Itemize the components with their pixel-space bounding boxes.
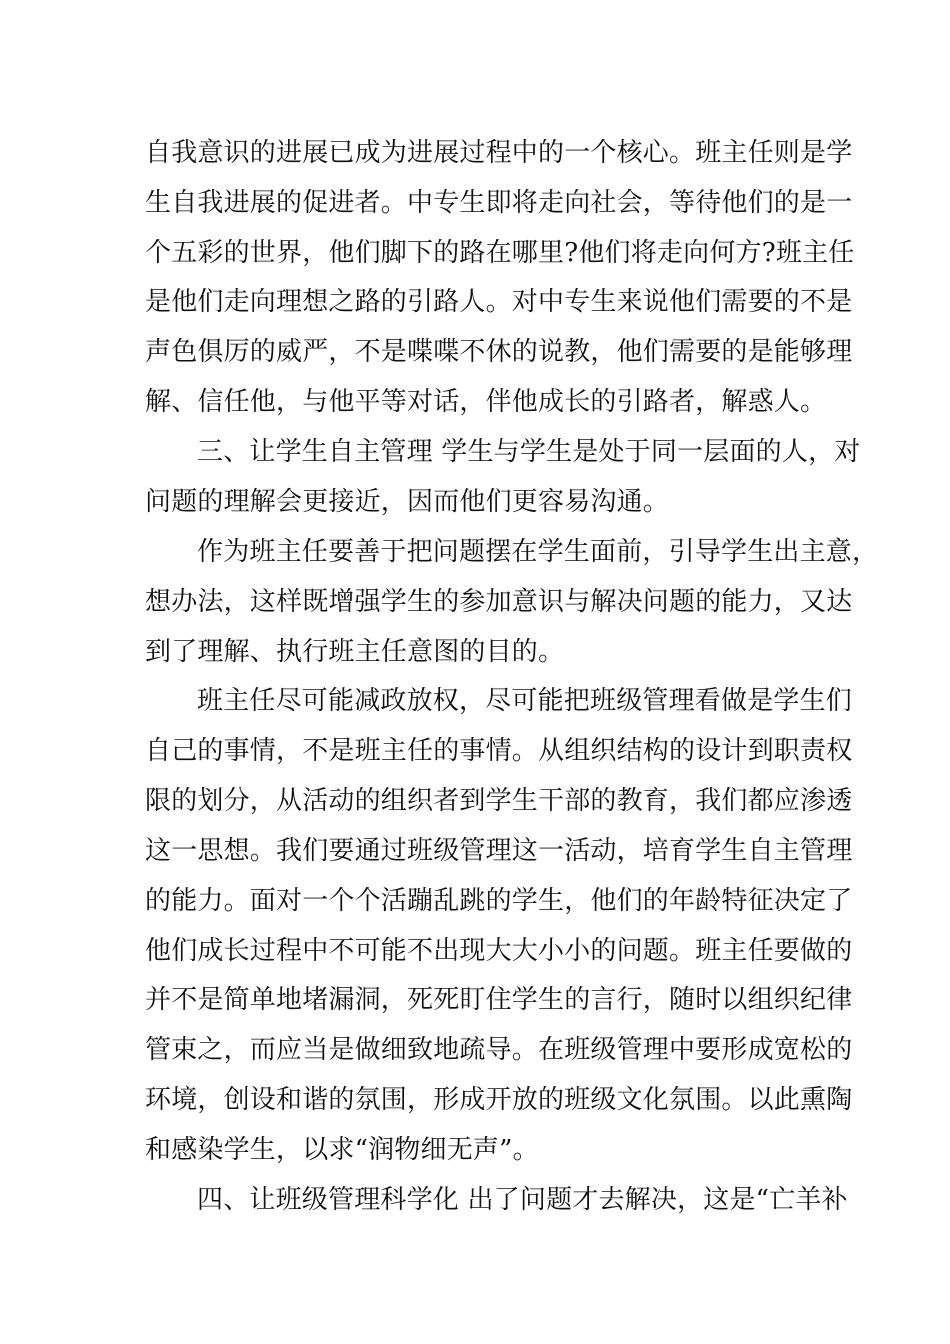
text-line: 个五彩的世界，他们脚下的路在哪里?他们将走向何方?班主任 (145, 238, 855, 268)
text-line: 这一思想。我们要通过班级管理这一活动，培育学生自主管理 (145, 836, 853, 866)
text-line: 声色俱厉的威严，不是喋喋不休的说教，他们需要的是能够理 (145, 337, 853, 367)
text-line: 生自我进展的促进者。中专生即将走向社会，等待他们的是一 (145, 188, 853, 218)
section-heading-line: 四、让班级管理科学化 出了问题才去解决，这是“亡羊补 (197, 1185, 848, 1215)
text-line: 到了理解、执行班主任意图的目的。 (145, 637, 565, 667)
text-line: 的能力。面对一个个活蹦乱跳的学生，他们的年龄特征决定了 (145, 886, 853, 916)
text-line: 管束之，而应当是做细致地疏导。在班级管理中要形成宽松的 (145, 1035, 853, 1065)
text-line: 解、信任他，与他平等对话，伴他成长的引路者，解惑人。 (145, 387, 827, 417)
paragraph-start-line: 作为班主任要善于把问题摆在学生面前，引导学生出主意， (197, 537, 879, 567)
section-heading-line: 三、让学生自主管理 学生与学生是处于同一层面的人，对 (197, 437, 861, 467)
text-line: 并不是简单地堵漏洞，死死盯住学生的言行，随时以组织纪律 (145, 985, 853, 1015)
text-line: 自我意识的进展已成为进展过程中的一个核心。班主任则是学 (145, 138, 853, 168)
text-line: 问题的理解会更接近，因而他们更容易沟通。 (145, 487, 670, 517)
text-line: 和感染学生，以求“润物细无声”。 (145, 1135, 539, 1165)
paragraph-start-line: 班主任尽可能减政放权，尽可能把班级管理看做是学生们 (197, 686, 853, 716)
text-line: 限的划分，从活动的组织者到学生干部的教育，我们都应渗透 (145, 786, 853, 816)
text-line: 他们成长过程中不可能不出现大大小小的问题。班主任要做的 (145, 936, 853, 966)
text-line: 自己的事情，不是班主任的事情。从组织结构的设计到职责权 (145, 736, 853, 766)
text-line: 环境，创设和谐的氛围，形成开放的班级文化氛围。以此熏陶 (145, 1085, 853, 1115)
text-line: 想办法，这样既增强学生的参加意识与解决问题的能力，又达 (145, 587, 853, 617)
text-line: 是他们走向理想之路的引路人。对中专生来说他们需要的不是 (145, 287, 853, 317)
